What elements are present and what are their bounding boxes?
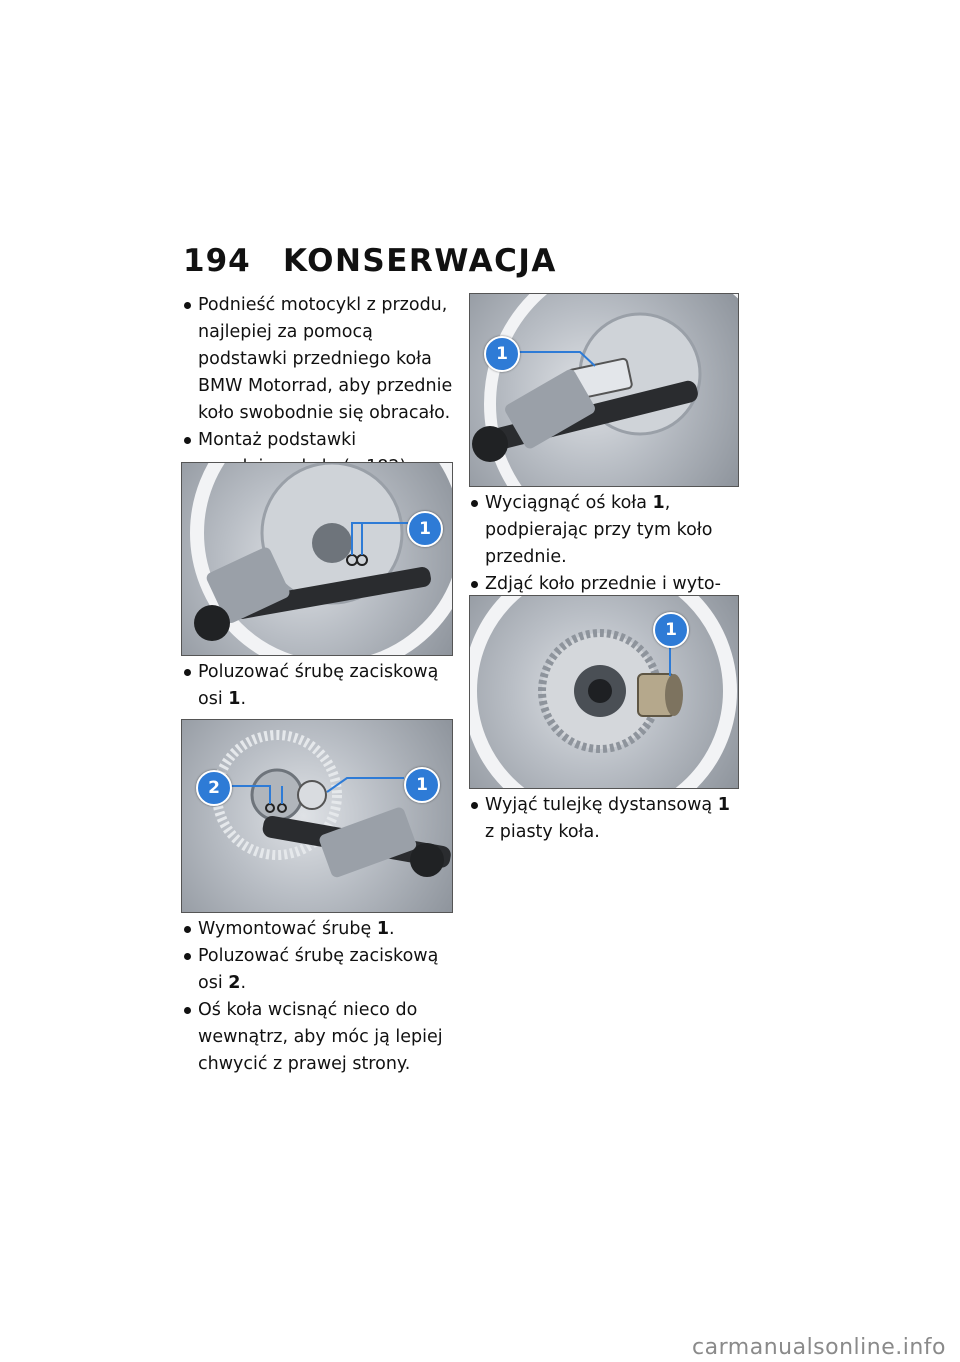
step-loosen-clamp-1: Poluzować śrubę zaciskową osi 1. [183,659,455,713]
callout-badge: 1 [653,612,689,648]
site-watermark: carmanualsonline.info [692,1335,946,1360]
figure-pull-axle [469,293,739,487]
callout-badge: 1 [404,767,440,803]
step-pull-axle: Wyciągnąć oś koła 1, podpierając przy tym koło przednie. [470,490,740,571]
step-push-axle: Oś koła wcisnąć nieco do wewnątrz, aby móc ją lepiej chwycić z prawej strony. [183,997,455,1078]
step-lift-motorcycle [183,292,455,427]
left-column-top [183,292,455,482]
wheel-hub-illustration [182,720,452,912]
figure-remove-screw [181,719,453,913]
section-title: KONSERWACJA [283,243,557,279]
step-remove-screw: Wymontować śrubę 1. [183,916,455,943]
step-loosen-clamp-2: Poluzować śrubę zaciskową osi 2. [183,943,455,997]
right-column-bottom [470,792,740,846]
step-text: Podnieść motocykl z przodu, najlepiej za pomocą podstawki przedniego koła BMW Motorrad, aby przednie koło swobodnie się obracało. [198,295,453,423]
wheel-hub-illustration [470,294,738,486]
wheel-hub-illustration [182,463,452,655]
left-column-bottom [183,916,455,1078]
page-number: 194 [183,243,251,279]
callout-badge: 1 [407,511,443,547]
callout-badge: 2 [196,770,232,806]
step-remove-sleeve: Wyjąć tulejkę dystansową 1 z piasty koła. [470,792,740,846]
step-remove-wheel: Zdjąć koło przednie i wyto [470,571,740,625]
figure-spacer-sleeve [469,595,739,789]
wheel-hub-illustration [470,596,738,788]
step-mount-stand: Montaż podstawki [183,427,455,482]
callout-badge: 1 [484,336,520,372]
left-column-mid [183,659,455,713]
figure-axle-clamp-screw [181,462,453,656]
